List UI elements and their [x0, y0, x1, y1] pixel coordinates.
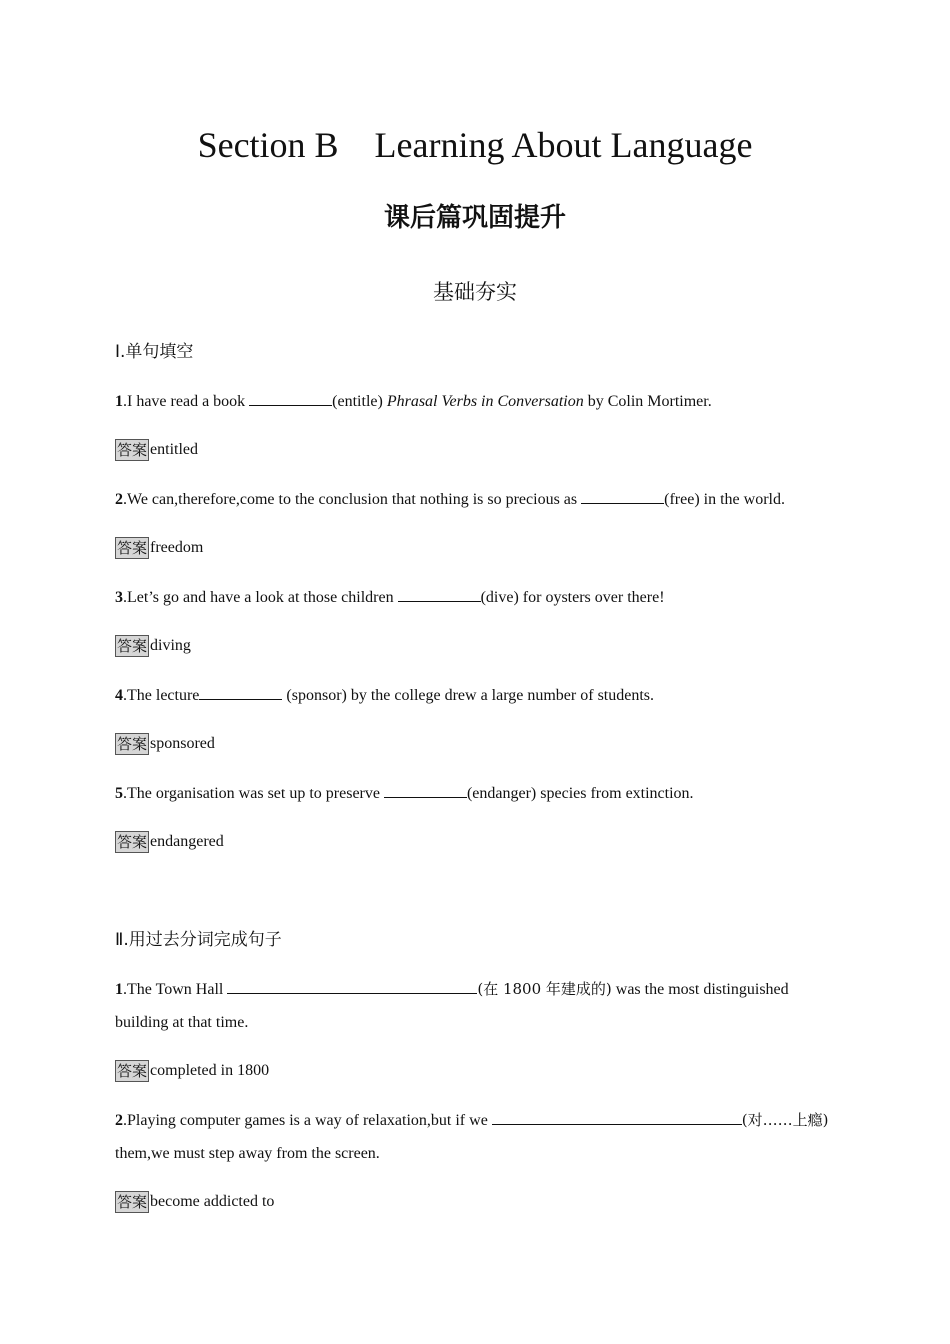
question-number: 2	[115, 1112, 123, 1129]
answer-blank	[384, 783, 467, 798]
question-text: .We can,therefore,come to the conclusion that nothing is so precious as	[123, 491, 582, 508]
question-number: 2	[115, 491, 123, 508]
chinese-hint: (在 1800 年建成的)	[477, 980, 612, 998]
answer-text: sponsored	[150, 735, 215, 752]
answer-row	[115, 732, 215, 756]
question-1	[115, 385, 837, 418]
answer-text: diving	[150, 637, 191, 654]
answer-text: completed in 1800	[150, 1062, 270, 1079]
question-text: .The Town Hall	[123, 981, 228, 998]
question-2-2	[115, 1104, 837, 1170]
answer-tag: 答案	[117, 833, 148, 851]
answer-tag: 答案	[117, 441, 148, 459]
answer-tag: 答案	[117, 1193, 148, 1211]
book-title: Phrasal Verbs in Conversation	[386, 393, 584, 410]
question-text: .The lecture	[123, 687, 200, 704]
answer-blank	[398, 587, 481, 602]
page-subtitle: 课后篇巩固提升	[383, 203, 566, 233]
answer-row	[115, 1059, 269, 1083]
answer-row	[115, 634, 191, 658]
question-number: 1	[115, 981, 123, 998]
answer-row	[115, 438, 198, 462]
section-label: 基础夯实	[433, 280, 517, 304]
question-text: was the most distinguished building at that time.	[115, 981, 789, 1031]
question-number: 5	[115, 785, 123, 802]
question-2	[115, 483, 837, 516]
part2-heading: Ⅱ.用过去分词完成句子	[115, 930, 282, 950]
question-3	[115, 581, 837, 614]
question-text: .I have read a book	[123, 393, 250, 410]
answer-text: endangered	[150, 833, 224, 850]
answer-blank	[581, 489, 664, 504]
answer-row	[115, 536, 203, 560]
question-2-1	[115, 973, 837, 1039]
answer-row	[115, 830, 224, 854]
answer-blank	[227, 979, 477, 994]
question-text: (endanger) species from extinction.	[466, 785, 694, 802]
question-text: .Let’s go and have a look at those children	[123, 589, 398, 606]
answer-row	[115, 1190, 274, 1214]
chinese-hint: (对……上瘾)	[741, 1111, 829, 1129]
question-text: (entitle)	[332, 393, 387, 410]
part1-heading: Ⅰ.单句填空	[115, 342, 194, 362]
answer-tag: 答案	[117, 735, 148, 753]
answer-text: entitled	[150, 441, 198, 458]
question-text: .Playing computer games is a way of relaxation,but if we	[123, 1112, 492, 1129]
question-number: 1	[115, 393, 123, 410]
question-number: 4	[115, 687, 123, 704]
answer-tag: 答案	[117, 1062, 148, 1080]
question-text: (sponsor) by the college drew a large number of students.	[282, 687, 655, 704]
answer-blank	[492, 1110, 742, 1125]
answer-tag: 答案	[117, 637, 148, 655]
answer-tag: 答案	[117, 539, 148, 557]
answer-text: freedom	[150, 539, 204, 556]
question-text: by Colin Mortimer.	[583, 393, 712, 410]
answer-blank	[199, 685, 282, 700]
question-text: (dive) for oysters over there!	[480, 589, 665, 606]
answer-text: become addicted to	[150, 1193, 275, 1210]
question-text: .The organisation was set up to preserve	[123, 785, 384, 802]
question-5	[115, 777, 837, 810]
question-4	[115, 679, 837, 712]
question-number: 3	[115, 589, 123, 606]
page-title: Section B Learning About Language	[197, 125, 753, 165]
question-text: (free) in the world.	[664, 491, 785, 508]
answer-blank	[249, 391, 332, 406]
question-text: them,we must step away from the screen.	[115, 1145, 380, 1162]
